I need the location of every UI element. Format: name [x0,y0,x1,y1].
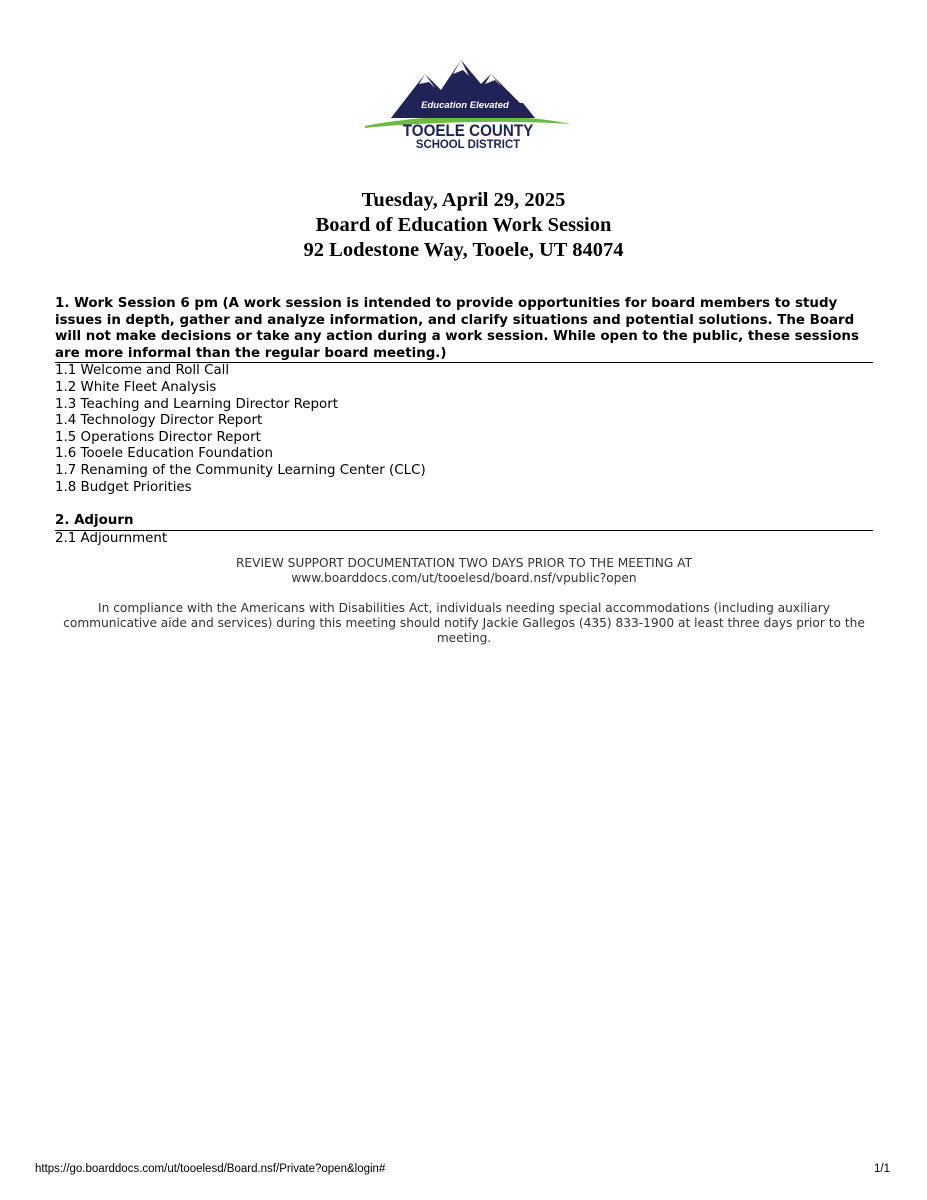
meeting-date: Tuesday, April 29, 2025 [361,189,566,211]
meeting-address: 92 Lodestone Way, Tooele, UT 84074 [303,239,624,261]
review-notice-url[interactable]: www.boarddocs.com/ut/tooelesd/board.nsf/vpublic?open [291,571,637,585]
district-logo [363,56,573,154]
agenda-item[interactable]: 1.3 Teaching and Learning Director Report [55,396,338,412]
agenda-item[interactable]: 1.1 Welcome and Roll Call [55,363,230,379]
footer-url: https://go.boarddocs.com/ut/tooelesd/Board.nsf/Private?open&login# [35,1163,386,1175]
logo-district-name: TOOELE COUNTY [402,122,534,140]
agenda-item[interactable]: 1.2 White Fleet Analysis [55,379,217,395]
meeting-title: Board of Education Work Session [315,214,612,236]
page-number: 1/1 [874,1163,890,1175]
agenda-item[interactable]: 1.7 Renaming of the Community Learning Center (CLC) [55,462,426,478]
agenda-item[interactable]: 1.6 Tooele Education Foundation [55,446,273,462]
meeting-header [0,188,927,263]
review-notice [55,556,873,586]
review-notice-text: REVIEW SUPPORT DOCUMENTATION TWO DAYS PRIOR TO THE MEETING AT [235,556,693,570]
logo-slogan: Education Elevated [421,100,509,111]
agenda-item[interactable]: 2.1 Adjournment [55,530,168,546]
agenda [55,296,873,547]
agenda-item[interactable]: 1.5 Operations Director Report [55,429,261,445]
ada-notice: In compliance with the Americans with Disabilities Act, individuals needing special accommodations (including auxiliary communicative aide and services) during this meeting should notify Jackie Gallegos (435) 833-1900 at least three days prior to the meeting. [63,601,865,645]
section-title-work-session: 1. Work Session 6 pm (A work session is intended to provide opportunities for board members to study issues in depth, gather and analyze information, and clarify situations and potential solutions. The Board will not make decisions or take any action during a work session. While open to the public, these sessions are more informal than the regular board meeting.) [55,296,873,363]
agenda-item[interactable]: 1.8 Budget Priorities [55,479,192,495]
agenda-item[interactable]: 1.4 Technology Director Report [55,413,263,429]
logo-district-subtitle: SCHOOL DISTRICT [415,137,521,151]
section-title-adjourn: 2. Adjourn [55,513,873,531]
